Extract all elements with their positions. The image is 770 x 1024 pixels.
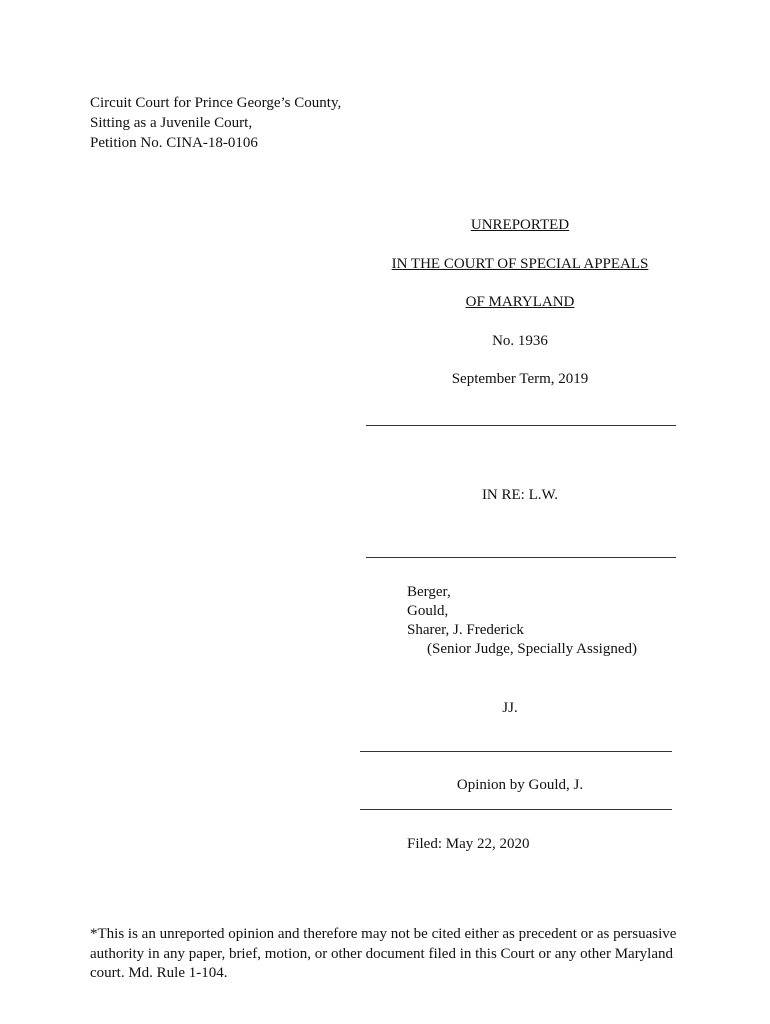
judge-sharer-note: (Senior Judge, Specially Assigned) <box>427 641 637 657</box>
judge-gould: Gould, <box>407 603 449 619</box>
divider-2 <box>366 557 676 558</box>
origin-court-line: Circuit Court for Prince George’s County, <box>90 95 342 111</box>
unreported-heading: UNREPORTED <box>470 217 570 233</box>
divider-1 <box>366 425 676 426</box>
judge-sharer: Sharer, J. Frederick <box>407 622 524 638</box>
court-name-line1: IN THE COURT OF SPECIAL APPEALS <box>391 256 649 272</box>
jj-suffix: JJ. <box>502 700 518 716</box>
filed-date: Filed: May 22, 2020 <box>407 836 530 852</box>
case-title: IN RE: L.W. <box>481 487 559 503</box>
origin-sitting-line: Sitting as a Juvenile Court, <box>90 115 253 131</box>
court-name-line2: OF MARYLAND <box>465 294 575 310</box>
judge-berger: Berger, <box>407 584 451 600</box>
footnote: *This is an unreported opinion and therefore may not be cited either as precedent or as persuasive authority in any paper, brief, motion, or other document filed in this Court or any other Maryland court. Md. Rule 1-104. <box>90 926 677 981</box>
opinion-by: Opinion by Gould, J. <box>456 777 584 793</box>
divider-4 <box>360 809 672 810</box>
term: September Term, 2019 <box>451 371 589 387</box>
origin-petition-line: Petition No. CINA-18-0106 <box>90 135 258 151</box>
divider-3 <box>360 751 672 752</box>
case-number: No. 1936 <box>492 333 548 349</box>
